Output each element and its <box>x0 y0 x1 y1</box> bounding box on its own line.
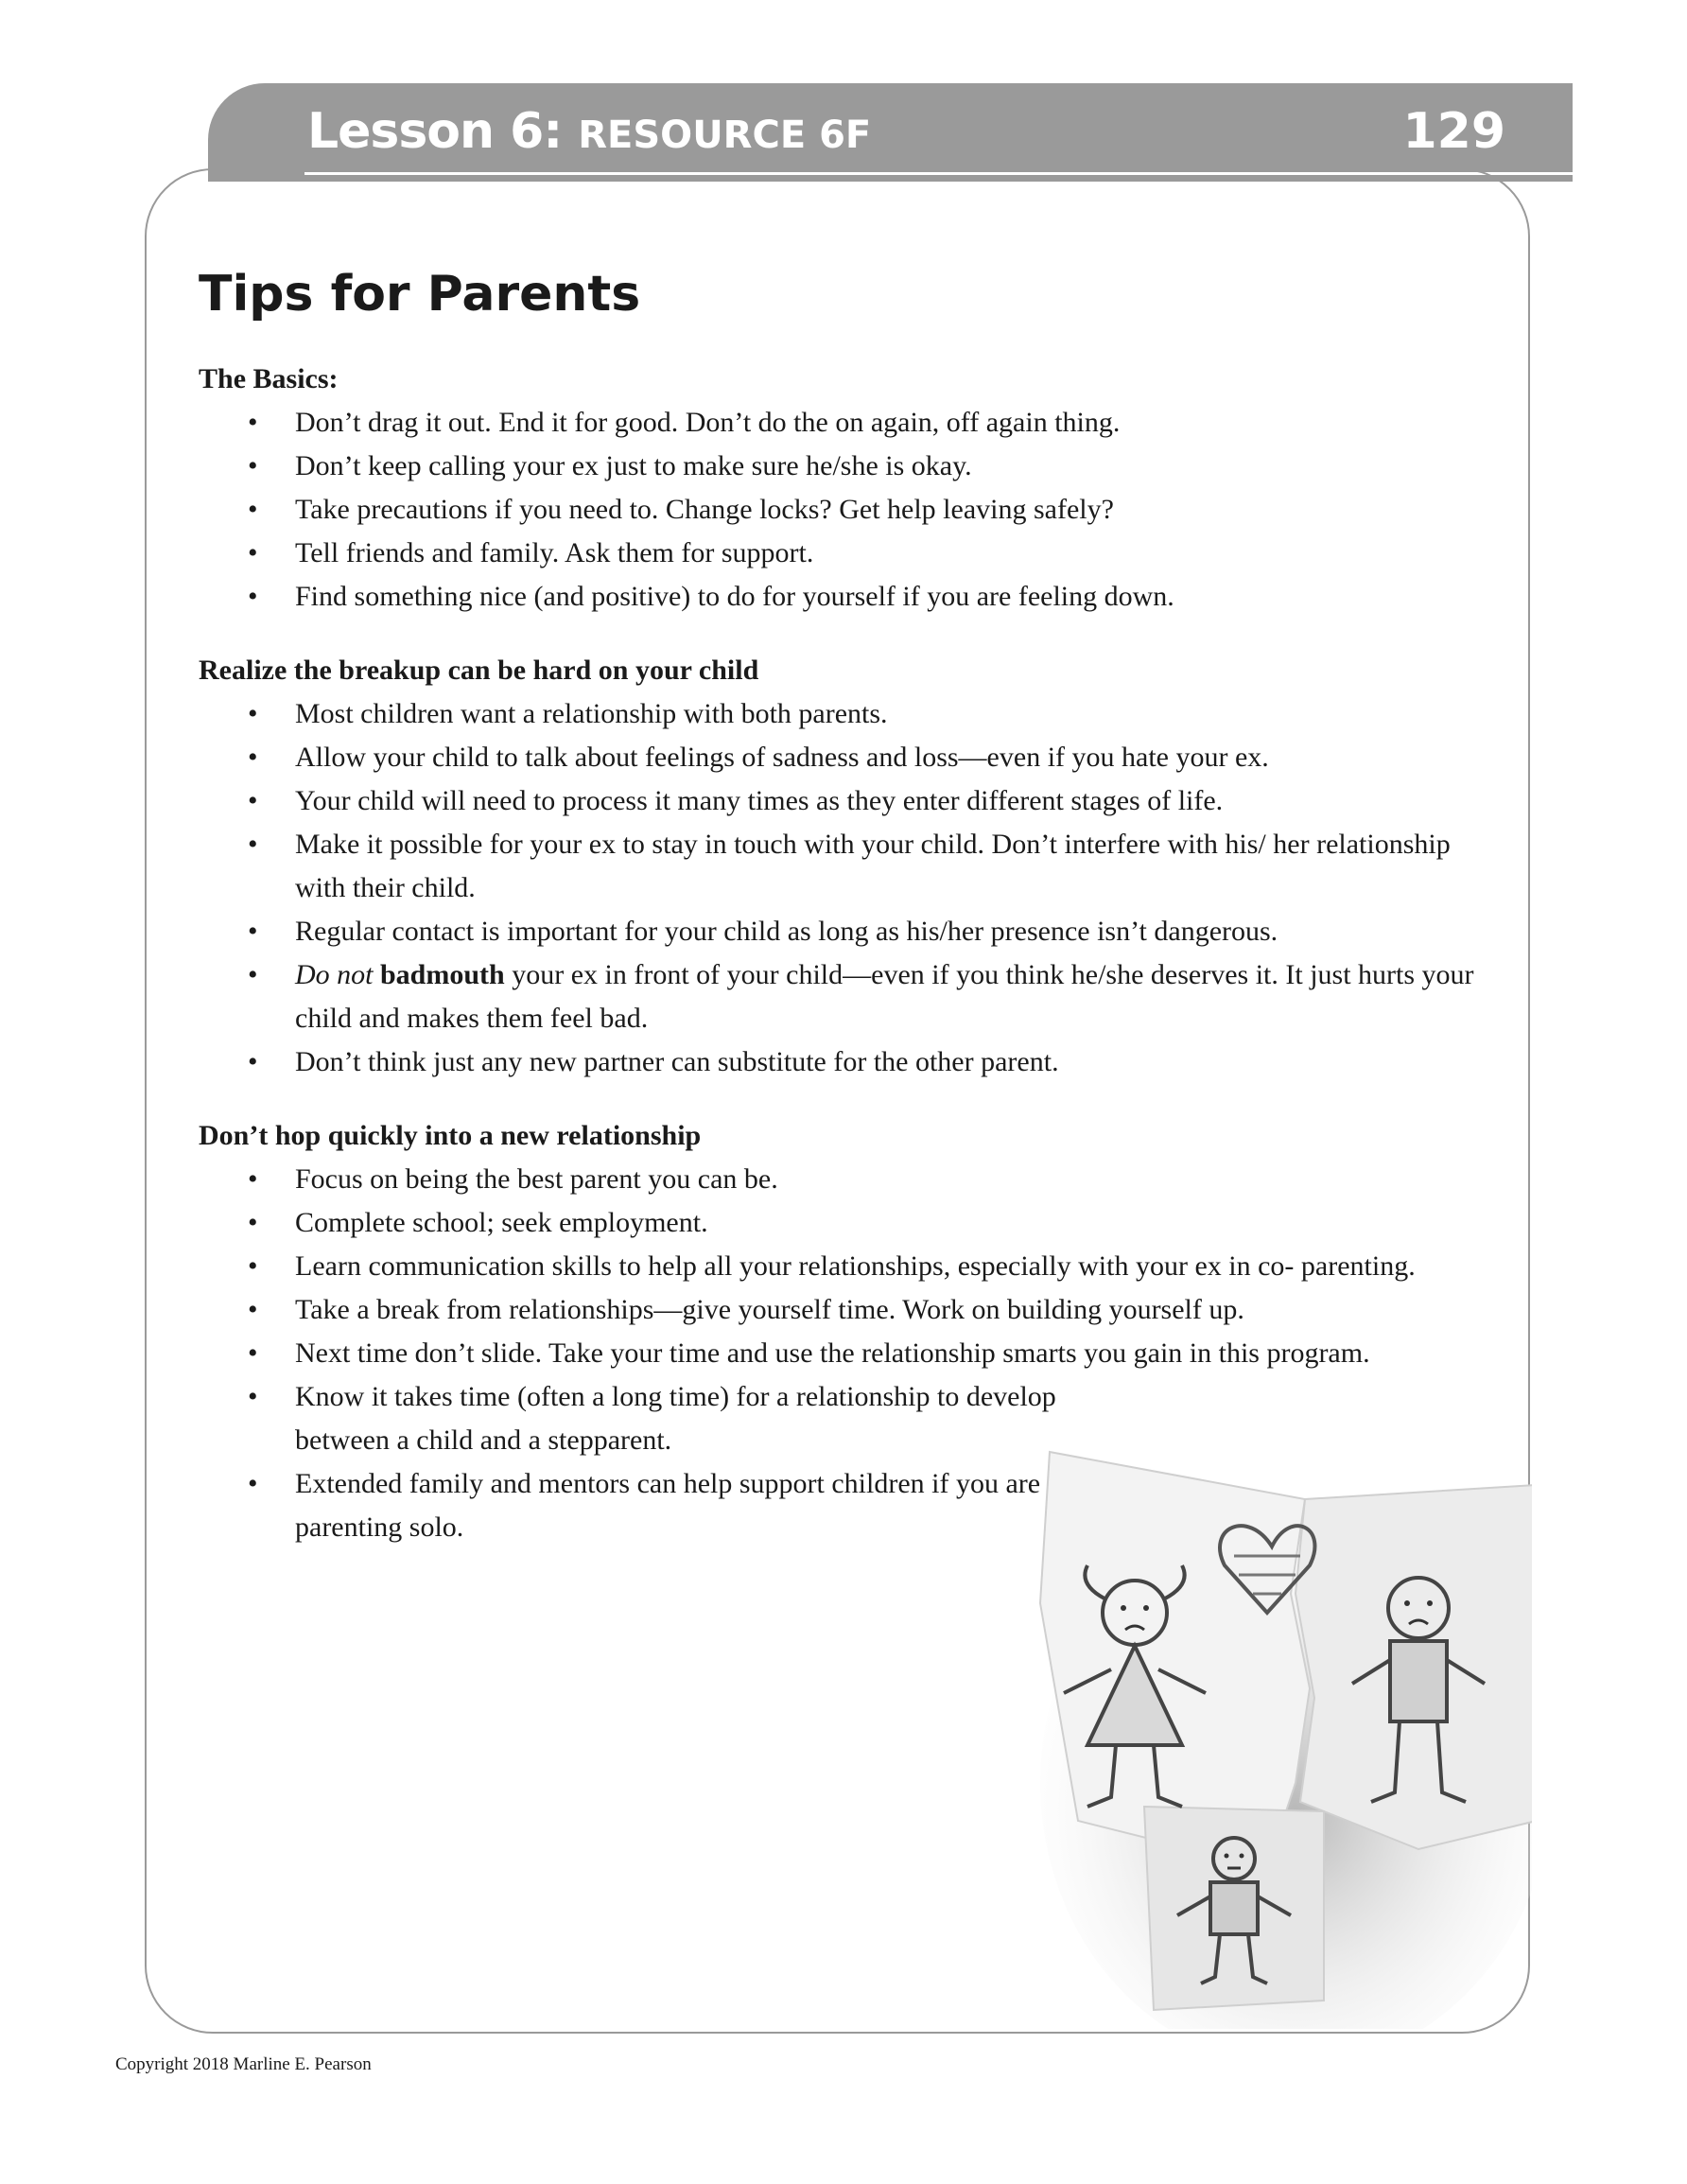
list-item: • Make it possible for your ex to stay in touch with your child. Don’t interfere with his/ her relationship with their child. <box>199 823 1485 910</box>
bullet-icon: • <box>248 785 258 816</box>
basics-list <box>199 401 1485 619</box>
list-item: • Take precautions if you need to. Change locks? Get help leaving safely? <box>199 488 1485 532</box>
bullet-icon: • <box>248 1468 258 1499</box>
emphasis-bold: badmouth <box>380 959 505 990</box>
list-item: • Don’t think just any new partner can substitute for the other parent. <box>199 1040 1485 1084</box>
bullet-icon: • <box>248 1163 258 1195</box>
section-heading-basics: The Basics: <box>199 363 339 394</box>
list-item: • Know it takes time (often a long time) for a relationship to develop between a child and a stepparent. <box>199 1375 1137 1462</box>
list-item: • Learn communication skills to help all your relationships, especially with your ex in co- parenting. <box>199 1245 1485 1288</box>
bullet-icon: • <box>248 829 258 860</box>
list-item: • Focus on being the best parent you can be. <box>199 1158 1485 1201</box>
list-item: • Don’t keep calling your ex just to make sure he/she is okay. <box>199 445 1485 488</box>
page-number: 129 <box>1402 103 1505 160</box>
list-item: • Regular contact is important for your child as long as his/her presence isn’t dangerous. <box>199 910 1485 953</box>
bullet-icon: • <box>248 1294 258 1325</box>
section-heading-breakup: Realize the breakup can be hard on your child <box>199 655 759 686</box>
list-item: • Find something nice (and positive) to do for yourself if you are feeling down. <box>199 575 1485 619</box>
list-item: • Tell friends and family. Ask them for support. <box>199 532 1485 575</box>
bullet-icon: • <box>248 581 258 612</box>
list-item: • Extended family and mentors can help support children if you are parenting solo. <box>199 1462 1137 1549</box>
bullet-icon: • <box>248 959 258 990</box>
bullet-icon: • <box>248 494 258 525</box>
list-item: • Allow your child to talk about feelings of sadness and loss—even if you hate your ex. <box>199 736 1485 779</box>
list-item: • Your child will need to process it many times as they enter different stages of life. <box>199 779 1485 823</box>
list-item: • Take a break from relationships—give yourself time. Work on building yourself up. <box>199 1288 1485 1332</box>
resource-label: RESOURCE 6F <box>578 114 872 157</box>
list-item: • Complete school; seek employment. <box>199 1201 1485 1245</box>
torn-family-drawing-illustration <box>1021 1442 1532 2029</box>
bullet-icon: • <box>248 1250 258 1282</box>
list-item: • Most children want a relationship with both parents. <box>199 692 1485 736</box>
list-item: • Do not badmouth your ex in front of your child—even if you think he/she deserves it. It just hurts your child and makes them feel bad. <box>199 953 1485 1040</box>
bullet-icon: • <box>248 698 258 729</box>
lesson-heading <box>307 98 871 168</box>
bullet-icon: • <box>248 537 258 568</box>
page-title: Tips for Parents <box>199 266 641 323</box>
emphasis-italic: Do not <box>295 959 374 990</box>
bullet-icon: • <box>248 1337 258 1369</box>
section-heading-new-relationship: Don’t hop quickly into a new relationship <box>199 1120 702 1151</box>
bullet-icon: • <box>248 1046 258 1077</box>
bullet-icon: • <box>248 916 258 947</box>
bullet-icon: • <box>248 450 258 481</box>
breakup-list <box>199 692 1485 1084</box>
bullet-icon: • <box>248 1207 258 1238</box>
list-item: • Next time don’t slide. Take your time and use the relationship smarts you gain in this program. <box>199 1332 1485 1375</box>
bullet-icon: • <box>248 407 258 438</box>
lesson-label: Lesson 6: <box>307 103 563 160</box>
bullet-icon: • <box>248 1381 258 1412</box>
bullet-icon: • <box>248 742 258 773</box>
copyright-notice: Copyright 2018 Marline E. Pearson <box>115 2054 372 2074</box>
list-item: • Don’t drag it out. End it for good. Don’t do the on again, off again thing. <box>199 401 1485 445</box>
